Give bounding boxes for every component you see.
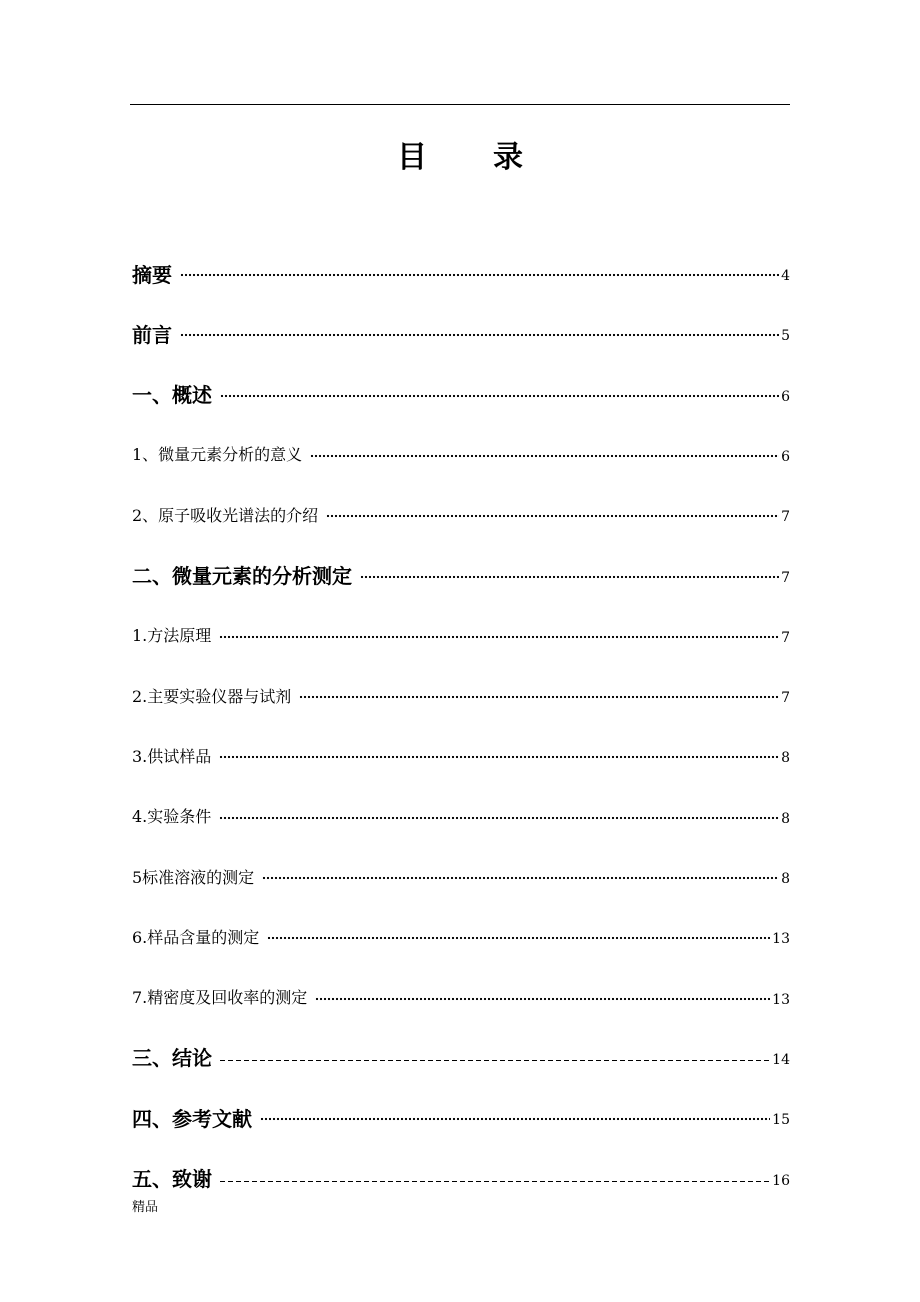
toc-entry-label: 1.方法原理 bbox=[132, 626, 212, 646]
toc-entry-page-number: 7 bbox=[781, 509, 790, 526]
toc-entry[interactable] bbox=[132, 861, 790, 891]
toc-entry-page-number: 7 bbox=[781, 629, 790, 646]
toc-entry[interactable] bbox=[132, 318, 790, 348]
toc-entry[interactable] bbox=[132, 1042, 790, 1072]
toc-leader-dots bbox=[220, 1181, 770, 1182]
toc-entry[interactable] bbox=[132, 921, 790, 951]
toc-entry-page-number: 7 bbox=[781, 569, 790, 586]
toc-entry[interactable] bbox=[132, 439, 790, 469]
toc-entry-page-number: 16 bbox=[772, 1172, 790, 1189]
toc-entry[interactable] bbox=[132, 258, 790, 288]
toc-entry[interactable] bbox=[132, 982, 790, 1012]
toc-leader-dots bbox=[180, 273, 779, 277]
header-rule bbox=[130, 104, 790, 105]
toc-entry-page-number: 6 bbox=[781, 448, 790, 465]
toc-entry-label: 2、原子吸收光谱法的介绍 bbox=[132, 505, 319, 525]
toc-leader-dots bbox=[219, 816, 779, 820]
toc-leader-dots bbox=[260, 1117, 770, 1121]
toc-entry[interactable] bbox=[132, 620, 790, 650]
toc-entry-page-number: 8 bbox=[781, 871, 790, 887]
toc-entry-page-number: 5 bbox=[781, 328, 790, 345]
toc-entry-page-number: 13 bbox=[772, 991, 790, 1008]
toc-entry-label: 6.样品含量的测定 bbox=[132, 927, 260, 947]
toc-entry-label: 5标准溶液的测定 bbox=[132, 867, 255, 887]
toc-entry-label: 四、参考文献 bbox=[132, 1106, 252, 1131]
toc-entry[interactable] bbox=[132, 560, 790, 590]
toc-entry-label: 2.主要实验仪器与试剂 bbox=[132, 686, 292, 706]
toc-leader-dots bbox=[219, 755, 779, 759]
toc-entry[interactable] bbox=[132, 740, 790, 770]
toc-entry-label: 3.供试样品 bbox=[132, 746, 212, 766]
toc-entry-page-number: 8 bbox=[781, 810, 790, 827]
toc-leader-dots bbox=[220, 394, 779, 398]
toc-entry-label: 摘要 bbox=[132, 262, 172, 287]
toc-entry-label: 三、结论 bbox=[132, 1046, 212, 1071]
toc-entry-page-number: 4 bbox=[781, 268, 790, 284]
toc-entry-page-number: 8 bbox=[781, 750, 790, 767]
toc-entry-page-number: 14 bbox=[772, 1051, 790, 1068]
toc-entry-page-number: 7 bbox=[781, 690, 790, 707]
toc-leader-dots bbox=[310, 454, 779, 458]
toc-leader-dots bbox=[299, 695, 779, 699]
toc-entry-label: 1、微量元素分析的意义 bbox=[132, 445, 303, 465]
toc-leader-dots bbox=[315, 997, 770, 1001]
toc-entry[interactable] bbox=[132, 1102, 790, 1132]
toc-leader-dots bbox=[326, 514, 779, 518]
toc-entry[interactable] bbox=[132, 801, 790, 831]
toc-leader-dots bbox=[360, 575, 779, 579]
toc-entry-page-number: 6 bbox=[781, 388, 790, 405]
toc-entry-label: 二、微量元素的分析测定 bbox=[132, 564, 352, 588]
toc-entry-label: 一、概述 bbox=[132, 383, 212, 408]
toc-leader-dots bbox=[180, 333, 779, 337]
toc-leader-dots bbox=[220, 1060, 770, 1061]
footer-text: 精品 bbox=[132, 1200, 159, 1215]
toc-leader-dots bbox=[267, 936, 770, 940]
toc-entry-label: 4.实验条件 bbox=[132, 807, 212, 827]
toc-entry-label: 7.精密度及回收率的测定 bbox=[132, 988, 308, 1008]
toc-entry-label: 前言 bbox=[132, 322, 172, 347]
toc-entry[interactable] bbox=[132, 680, 790, 710]
toc-entry[interactable] bbox=[132, 1163, 790, 1193]
toc-leader-dots bbox=[262, 876, 779, 880]
toc-entry-label: 五、致谢 bbox=[132, 1167, 212, 1191]
toc-leader-dots bbox=[219, 635, 779, 639]
toc-entry[interactable] bbox=[132, 499, 790, 529]
toc-entry-page-number: 15 bbox=[772, 1112, 790, 1129]
toc-entry-page-number: 13 bbox=[772, 931, 790, 948]
toc-entry[interactable] bbox=[132, 379, 790, 409]
page-title: 目录 bbox=[397, 140, 589, 175]
